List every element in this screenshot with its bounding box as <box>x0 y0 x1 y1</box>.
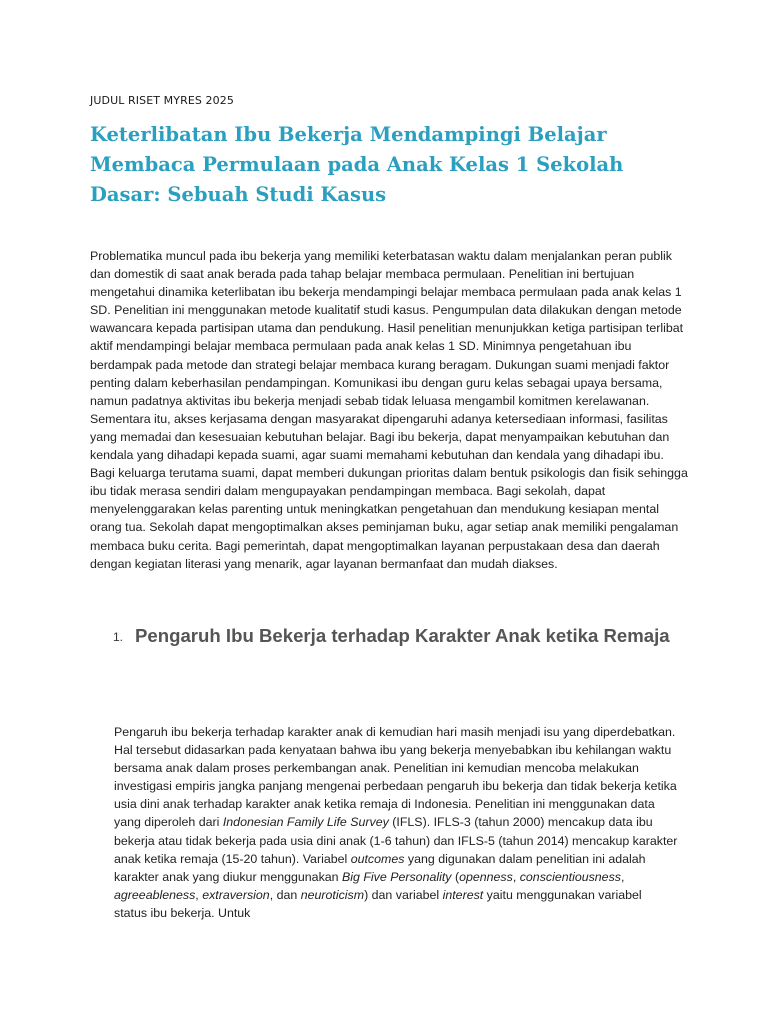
body-text: , <box>195 887 203 902</box>
body-text: (IFLS). IFLS-3 (tahun 2000) mencakup data ibu bekerja atau tidak bekerja pada usia dini anak (1-6 tahun) dan IFLS-5 (tahun 2014) mencakup karakter anak ketika remaja (15-20 tahun). Variabel <box>114 815 678 866</box>
body-text: yaitu menggunakan variabel status ibu bekerja. Untuk <box>114 887 642 920</box>
body-italic-text: openness <box>459 869 513 884</box>
body-text: ( <box>451 869 460 884</box>
body-italic-text: agreeableness <box>114 887 196 902</box>
body-italic-text: Big Five Personality <box>342 869 452 884</box>
body-text: Pengaruh ibu bekerja terhadap karakter anak di kemudian hari masih menjadi isu yang diperdebatkan. Hal tersebut didasarkan pada kenyataan bahwa ibu yang bekerja menyebabkan ibu kehilangan waktu bersama anak dalam proses perkembangan anak. Penelitian ini kemudian mencoba melakukan investigasi empiris jangka panjang mengenai perbedaan pengaruh ibu bekerja dan tidak bekerja ketika usia dini anak terhadap karakter anak ketika remaja di Indonesia. Penelitian ini menggunakan data yang diperoleh dari <box>114 725 677 830</box>
body-italic-text: neuroticism <box>300 887 365 902</box>
body-text: , <box>620 869 625 884</box>
body-italic-text: extraversion <box>202 887 270 902</box>
section-body-paragraph <box>114 723 678 922</box>
body-text: ) dan variabel <box>364 887 443 902</box>
body-text: yang digunakan dalam penelitian ini adalah karakter anak yang diukur menggunakan <box>114 851 646 884</box>
body-text: , <box>512 869 520 884</box>
document-title: Keterlibatan Ibu Bekerja Mendampingi Belajar Membaca Permulaan pada Anak Kelas 1 Sekolah Dasar: Sebuah Studi Kasus <box>90 123 624 206</box>
body-italic-text: outcomes <box>350 851 405 866</box>
section-number: 1. <box>113 630 124 644</box>
body-italic-text: Indonesian Family Life Survey <box>222 815 389 830</box>
abstract-paragraph: Problematika muncul pada ibu bekerja yang memiliki keterbatasan waktu dalam menjalankan peran publik dan domestik di saat anak berada pada tahap belajar membaca permulaan. Penelitian ini bertujuan mengetahui dinamika keterlibatan ibu bekerja mendampingi belajar membaca permulaan pada anak kelas 1 SD. Penelitian ini menggunakan metode kualitatif studi kasus. Pengumpulan data dilakukan dengan metode wawancara kepada partisipan utama dan pendukung. Hasil penelitian menunjukkan ketiga partisipan terlibat aktif mendampingi belajar membaca permulaan pada anak kelas 1 SD. Minimnya pengetahuan ibu berdampak pada metode dan strategi belajar membaca kurang beragam. Dukungan suami menjadi faktor penting dalam keberhasilan pendampingan. Komunikasi ibu dengan guru kelas sebagai upaya bersama, namun padatnya aktivitas ibu bekerja menjadi sebab tidak leluasa mengambil komitmen kerelawanan. Sementara itu, akses kerjasama dengan masyarakat dipengaruhi adanya ketersediaan informasi, fasilitas yang memadai dan kesesuaian kebutuhan belajar. Bagi ibu bekerja, dapat menyampaikan kebutuhan dan kendala yang dihadapi kepada suami, agar suami memahami kebutuhan dan kendala yang dihadapi ibu. Bagi keluarga terutama suami, dapat memberi dukungan prioritas dalam bentuk psikologis dan fisik sehingga ibu tidak merasa sendiri dalam mengupayakan pendampingan membaca. Bagi sekolah, dapat menyelenggarakan kelas parenting untuk meningkatkan pengetahuan dan mendukung kesiapan mental orang tua. Sekolah dapat mengoptimalkan akses peminjaman buku, agar setiap anak memiliki pengalaman membaca buku cerita. Bagi pemerintah, dapat mengoptimalkan layanan perpustakaan desa dan daerah dengan kegiatan literasi yang menarik, agar layanan bermanfaat dan mudah diakses. <box>90 249 688 571</box>
body-italic-text: interest <box>442 887 484 902</box>
body-italic-text: conscientiousness <box>519 869 621 884</box>
document-label: JUDUL RISET MYRES 2025 <box>90 94 234 107</box>
body-text: , dan <box>269 887 301 902</box>
section-title: Pengaruh Ibu Bekerja terhadap Karakter Anak ketika Remaja <box>135 625 670 646</box>
